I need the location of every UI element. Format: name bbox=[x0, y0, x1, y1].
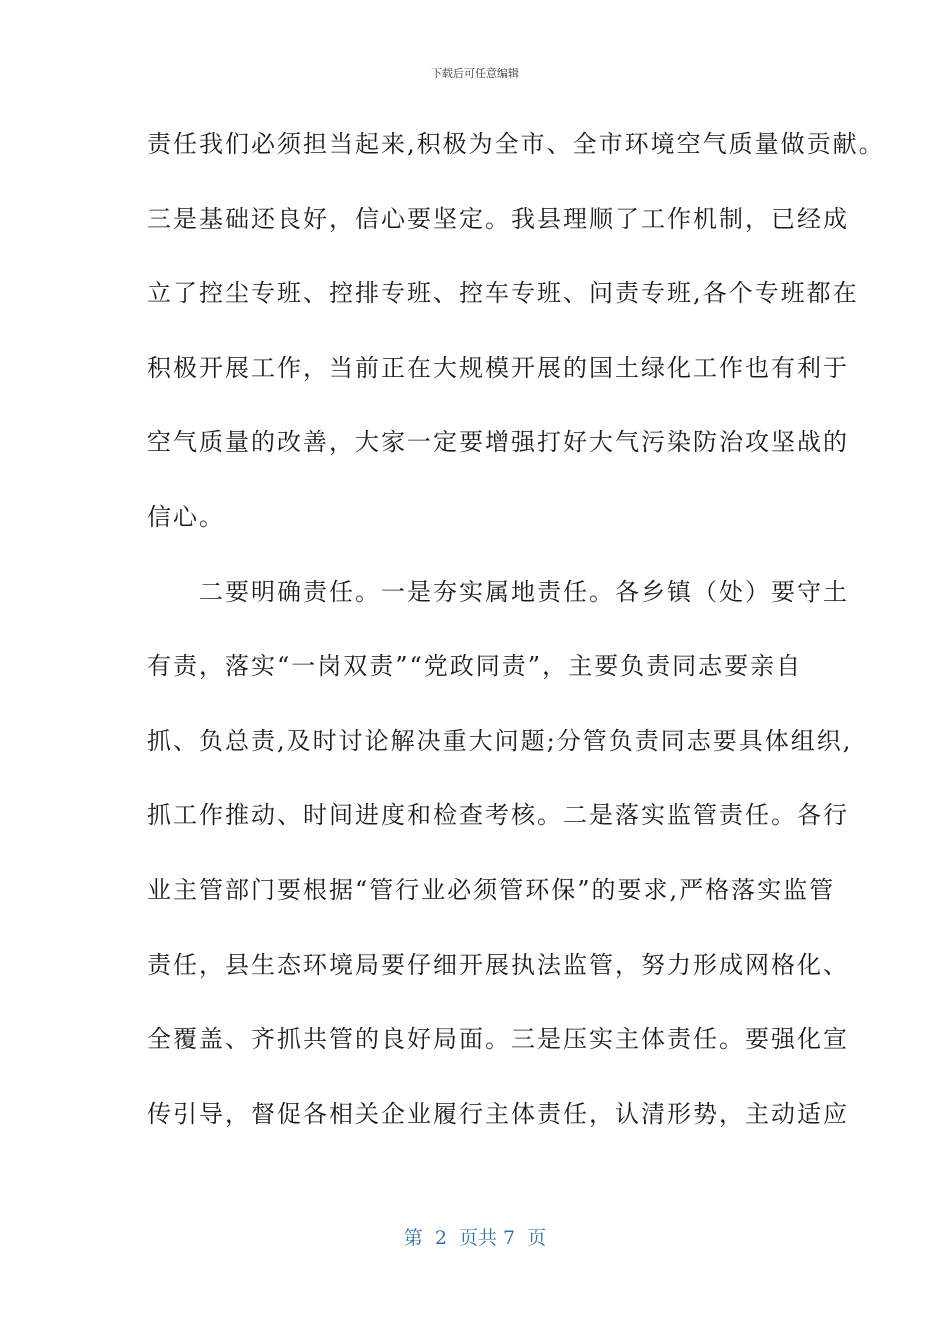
text-line: 抓、负总责,及时讨论解决重大问题;分管负责同志要具体组织, bbox=[147, 726, 853, 755]
text-line: 空气质量的改善，大家一定要增强打好大气污染防治攻坚战的 bbox=[147, 428, 849, 457]
text-line: 积极开展工作，当前正在大规模开展的国土绿化工作也有利于 bbox=[147, 353, 849, 382]
text-line: 有责，落实“一岗双责”“党政同责”，主要负责同志要亲自 bbox=[147, 652, 803, 681]
text-line: 业主管部门要根据“管行业必须管环保”的要求,严格落实监管 bbox=[147, 875, 836, 904]
text-line: 责任，县生态环境局要仔细开展执法监管，努力形成网格化、 bbox=[147, 950, 849, 979]
text-line: 三是基础还良好，信心要坚定。我县理顺了工作机制，已经成 bbox=[147, 204, 849, 233]
text-line: 抓工作推动、时间进度和检查考核。二是落实监管责任。各行 bbox=[147, 801, 849, 830]
text-line: 二要明确责任。一是夯实属地责任。各乡镇（处）要守土 bbox=[147, 577, 849, 606]
document-body bbox=[147, 118, 885, 1162]
page-number: 第 2 页共 7 页 bbox=[403, 1227, 547, 1249]
text-line: 责任我们必须担当起来,积极为全市、全市环境空气质量做贡献。 bbox=[147, 130, 885, 158]
text-line: 信心。 bbox=[147, 502, 225, 531]
text-line: 全覆盖、齐抓共管的良好局面。三是压实主体责任。要强化宣 bbox=[147, 1025, 849, 1054]
text-line: 立了控尘专班、控排专班、控车专班、问责专班,各个专班都在 bbox=[147, 279, 859, 308]
page-header: 下载后可任意编辑 bbox=[431, 67, 519, 80]
text-line: 传引导，督促各相关企业履行主体责任，认清形势，主动适应 bbox=[147, 1099, 849, 1128]
